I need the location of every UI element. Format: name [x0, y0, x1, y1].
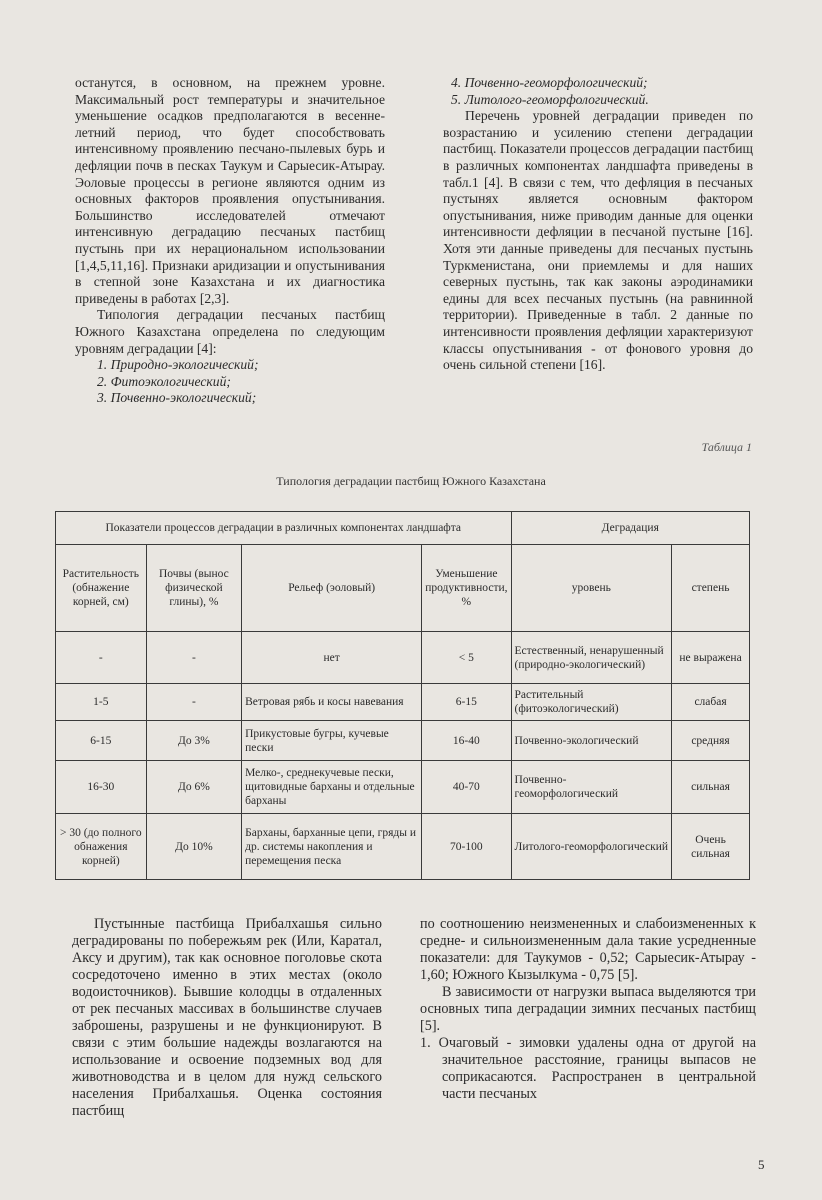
col-header: Рельеф (эоловый) [242, 545, 422, 632]
col-header: Уменьшение продуктивности, % [422, 545, 511, 632]
top-right-column [443, 75, 753, 374]
table-cell: 16-40 [422, 721, 511, 761]
table-row [56, 632, 750, 684]
paragraph: Типология деградации песчаных пастбищ Южного Казахстана определена по следующим уровням деградации [4]: [75, 307, 385, 356]
table-cell: До 6% [146, 761, 241, 814]
degradation-header: Деградация [511, 512, 749, 545]
table-cell: - [146, 684, 241, 721]
table-cell: сильная [672, 761, 750, 814]
table-cell: Ветровая рябь и косы навевания [242, 684, 422, 721]
page-number: 5 [758, 1157, 765, 1172]
bottom-right-column [420, 916, 756, 1103]
table-cell: Мелко-, среднекучевые пески, щитовидные барханы и отдельные барханы [242, 761, 422, 814]
group-header: Показатели процессов деградации в различных компонентах ландшафта [56, 512, 512, 545]
table-cell: До 3% [146, 721, 241, 761]
table-cell: < 5 [422, 632, 511, 684]
table-cell: > 30 (до полного обнажения корней) [56, 814, 147, 880]
col-header: Растительность (обнажение корней, см) [56, 545, 147, 632]
list-item: 3. Почвенно-экологический; [97, 390, 257, 406]
table-cell: средняя [672, 721, 750, 761]
table-cell: Почвенно-экологический [511, 721, 672, 761]
table-cell: Почвенно-геоморфологический [511, 761, 672, 814]
table-title: Типология деградации пастбищ Южного Казахстана [276, 474, 546, 488]
table-row [56, 684, 750, 721]
table-cell: - [56, 632, 147, 684]
table-label: Таблица 1 [701, 440, 752, 454]
table-cell: Растительный (фитоэкологический) [511, 684, 672, 721]
list-item: 1. Очаговый - зимовки удалены одна от другой на значительное расстояние, границы выпасов не соприкасаются. Распространен в центральной части песчаных [420, 1035, 756, 1102]
table-row [56, 814, 750, 880]
table-row [56, 721, 750, 761]
paragraph: останутся, в основном, на прежнем уровне. Максимальный рост температуры и значительное уменьшение осадков предполагаются в весенне-летний период, что будет способствовать интенсивному проявлению песчано-пылевых бурь и дефляции почв в песках Таукум и Сарыесик-Атырау. Эоловые процессы в регионе являются одним из основных факторов проявления опустынивания. Большинство исследователей отмечают интенсивную деградацию песчаных пастбищ пустынь при их нерациональном использовании [1,4,5,11,16]. Признаки аридизации и опустынивания в степной зоне Казахстана и их диагностика приведены в работах [2,3]. [75, 75, 385, 306]
table-cell: 1-5 [56, 684, 147, 721]
paragraph: Перечень уровней деградации приведен по возрастанию и усилению степени деградации пастбищ. Показатели процессов деградации пастбищ в различных компонентах ландшафта приведены в табл.1 [4]. В связи с тем, что дефляция в песчаных пустынях является основным фактором опустынивания, ниже приводим данные для оценки интенсивности дефляции в песчаной пустыне [16]. Хотя эти данные приведены для песчаных пустынь Туркменистана, они приемлемы и для наших северных пустынь, так как законы аэродинамики едины для всех песчаных пустынь (на равнинной территории). Приведенные в табл. 2 данные по интенсивности проявления дефляции характеризуют классы опустынивания - от фонового уровня до очень сильной степени [16]. [443, 108, 753, 373]
col-header: Почвы (вынос физической глины), % [146, 545, 241, 632]
paragraph: по соотношению неизмененных и слабоизмененных к средне- и сильноизмененным дала такие усредненные показатели: для Таукумов - 0,52; Сарыесик-Атырау - 1,60; Южного Кызылкума - 0,75 [5]. [420, 916, 756, 983]
table-row [56, 761, 750, 814]
col-header: уровень [511, 545, 672, 632]
table-cell: 6-15 [56, 721, 147, 761]
col-header: степень [672, 545, 750, 632]
table-cell: Прикустовые бугры, кучевые пески [242, 721, 422, 761]
table-cell: Литолого-геоморфологический [511, 814, 672, 880]
bottom-left-column [72, 916, 382, 1120]
table-cell: 70-100 [422, 814, 511, 880]
list-item: 5. Литолого-геоморфологический. [451, 91, 649, 107]
table-cell: Естественный, ненарушенный (природно-экологический) [511, 632, 672, 684]
top-left-column [75, 75, 385, 407]
list-item: 1. Природно-экологический; [97, 357, 259, 373]
degradation-table [55, 511, 750, 880]
list-item: 4. Почвенно-геоморфологический; [451, 75, 648, 90]
table-cell: 40-70 [422, 761, 511, 814]
table-cell: 6-15 [422, 684, 511, 721]
table-cell: Очень сильная [672, 814, 750, 880]
table-cell: 16-30 [56, 761, 147, 814]
paragraph: Пустынные пастбища Прибалхашья сильно деградированы по побережьям рек (Или, Каратал, Аксу и другим), так как основное поголовье скота сосредоточено именно в этих местах (около водоисточников). Бывшие колодцы в отдаленных от рек песчаных массивах в большинстве случаев заброшены, разрушены и не функционируют. В связи с этим большие надежды возлагаются на использование и освоение подземных вод для животноводства и в целом для нужд сельского населения Прибалхашья. Оценка состояния пастбищ [72, 916, 382, 1119]
table-cell: слабая [672, 684, 750, 721]
paragraph: В зависимости от нагрузки выпаса выделяются три основных типа деградации зимних песчаных пастбищ [5]. [420, 984, 756, 1034]
table-cell: не выражена [672, 632, 750, 684]
table-cell: Барханы, барханные цепи, гряды и др. системы накопления и перемещения песка [242, 814, 422, 880]
list-item: 2. Фитоэкологический; [97, 373, 231, 389]
table-cell: - [146, 632, 241, 684]
table-cell: До 10% [146, 814, 241, 880]
table-cell: нет [242, 632, 422, 684]
